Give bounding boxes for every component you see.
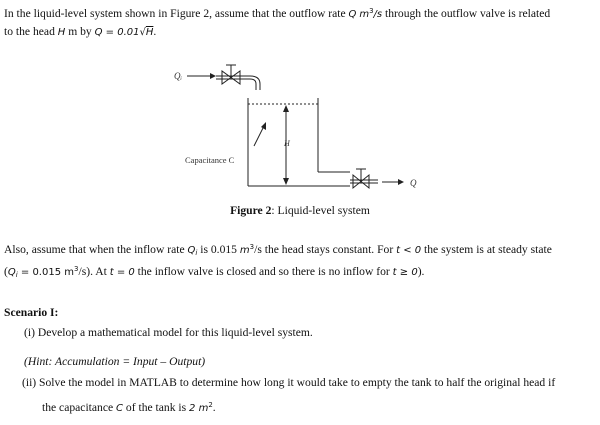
sqrt-sign: √ bbox=[139, 27, 146, 38]
also-text-6: /s). At bbox=[78, 265, 110, 278]
qi-symbol-2: Q bbox=[7, 267, 16, 278]
capacitance-arrow bbox=[254, 126, 264, 146]
also-text-7: the inflow valve is closed and so there is no inflow for bbox=[134, 265, 393, 278]
qi-subscript-2: i bbox=[15, 271, 18, 279]
m3-exponent: 3 bbox=[249, 243, 255, 251]
capacitance-exponent: 2 bbox=[208, 401, 213, 409]
c-symbol: C bbox=[116, 403, 124, 414]
caption-rest: : Liquid-level system bbox=[271, 204, 370, 217]
also-text-5: = 0.015 m bbox=[17, 267, 74, 278]
also-text-3: /s the head stays constant. For bbox=[254, 243, 397, 256]
unit-exponent: 3 bbox=[369, 7, 374, 15]
also-text-4: the system is at steady state bbox=[421, 243, 552, 256]
m3-exponent-2: 3 bbox=[74, 265, 79, 273]
scenario-item-2-cont bbox=[42, 398, 216, 416]
head-arrow-top bbox=[283, 105, 289, 112]
head-label: H bbox=[284, 139, 290, 148]
inflow-pipe bbox=[250, 76, 260, 90]
capacitance-arrow-head bbox=[261, 122, 266, 130]
t-less-than: t < 0 bbox=[396, 245, 422, 256]
equation-radicand: H bbox=[145, 27, 154, 38]
intro-text-2: through the outflow valve is related bbox=[382, 7, 551, 20]
qi-subscript: i bbox=[195, 249, 198, 257]
liquid-level-diagram bbox=[160, 62, 440, 192]
m3-unit: m bbox=[239, 245, 250, 256]
unit-rest: /s bbox=[373, 9, 383, 20]
item2-text-b: of the tank is bbox=[123, 401, 190, 414]
intro-text-4: m by bbox=[65, 25, 95, 38]
t-greater-equal: t ≥ 0 bbox=[392, 267, 418, 278]
qi-symbol: Q bbox=[187, 245, 196, 256]
q-symbol: Q bbox=[348, 9, 357, 20]
intro-line-1 bbox=[4, 4, 550, 22]
also-line-1 bbox=[4, 240, 552, 260]
scenario-hint: (Hint: Accumulation = Input – Output) bbox=[24, 355, 206, 368]
h-symbol: H bbox=[57, 27, 66, 38]
figure-caption bbox=[0, 204, 600, 217]
intro-line-2 bbox=[4, 25, 156, 40]
also-text-2: is 0.015 bbox=[197, 243, 240, 256]
t-equals: t = 0 bbox=[109, 267, 135, 278]
unit: m bbox=[359, 9, 370, 20]
outflow-valve-icon bbox=[353, 169, 369, 188]
also-line-2 bbox=[4, 262, 424, 282]
item2-text-a: the capacitance bbox=[42, 401, 117, 414]
scenario-title: Scenario I: bbox=[4, 306, 59, 319]
outflow-arrow-head bbox=[398, 179, 404, 185]
also-text-1: Also, assume that when the inflow rate bbox=[4, 243, 188, 256]
intro-text: In the liquid-level system shown in Figure 2, assume that the outflow rate bbox=[4, 7, 349, 20]
scenario-item-1: (i) Develop a mathematical model for this liquid-level system. bbox=[24, 326, 313, 339]
capacitance-value: 2 m bbox=[189, 403, 209, 414]
item2-end: . bbox=[212, 401, 216, 414]
inflow-valve-icon bbox=[216, 65, 250, 84]
capacitance-label: Capacitance C bbox=[185, 155, 235, 165]
inflow-pipe-inner bbox=[250, 79, 256, 90]
intro-text-3: to the head bbox=[4, 25, 58, 38]
qi-label: Qᵢ bbox=[174, 71, 182, 81]
intro-period: . bbox=[153, 25, 157, 38]
head-arrow-bottom bbox=[283, 178, 289, 185]
caption-bold: Figure 2 bbox=[230, 204, 272, 217]
scenario-item-2: (ii) Solve the model in MATLAB to determine how long it would take to empty the tank to half the original head if bbox=[22, 376, 556, 389]
q-label: Q bbox=[410, 178, 417, 188]
inflow-arrow-head bbox=[210, 73, 216, 79]
also-text-8: ). bbox=[417, 265, 425, 278]
equation-lhs: Q = 0.01 bbox=[94, 27, 140, 38]
also-paren: ( bbox=[4, 265, 8, 278]
